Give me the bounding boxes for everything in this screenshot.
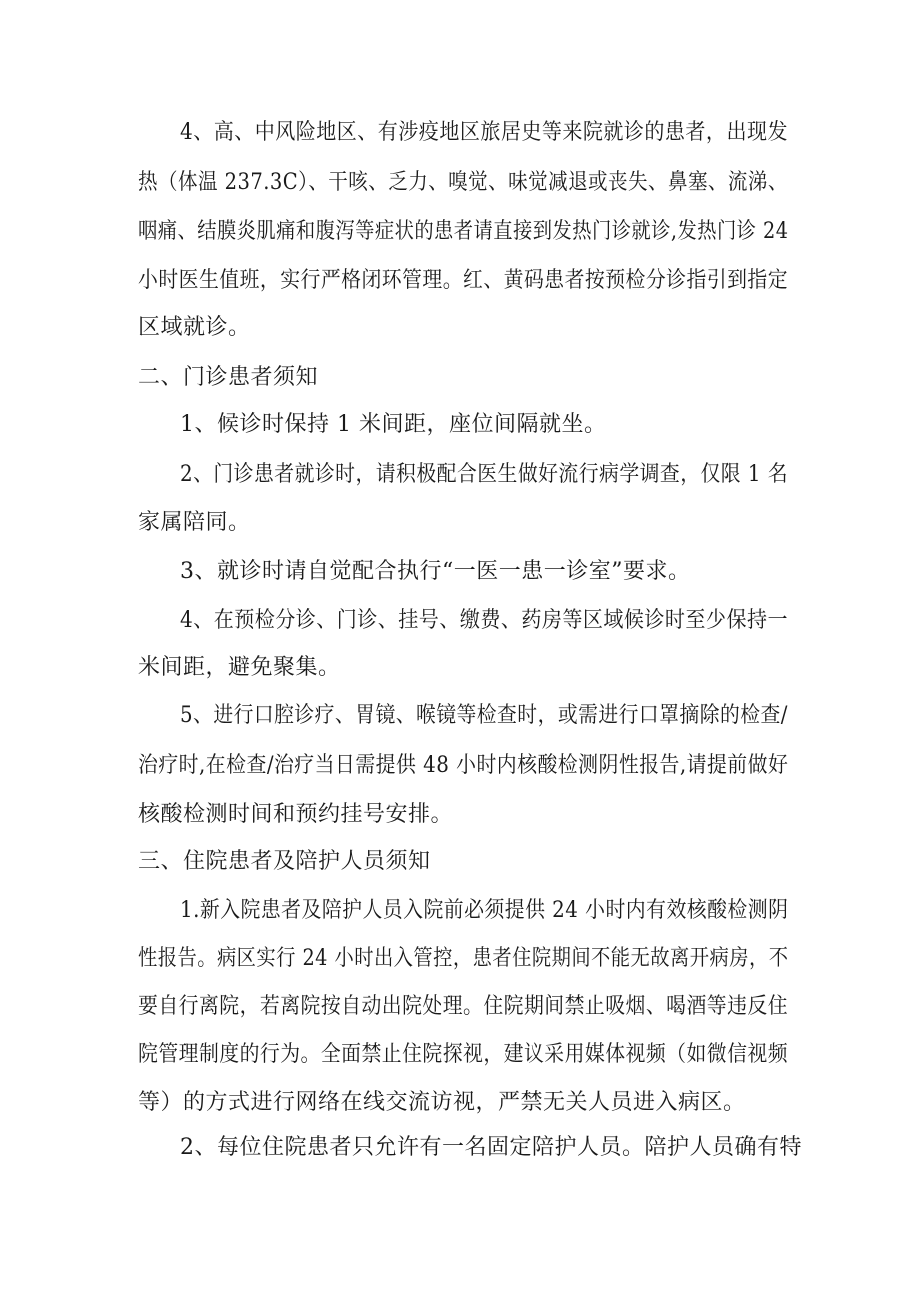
paragraph-line: 5、进行口腔诊疗、胃镜、喉镜等检查时，或需进行口罩摘除的检查/ [180,703,788,728]
paragraph-line: 2、门诊患者就诊时，请积极配合医生做好流行病学调查，仅限 1 名 [180,462,789,487]
paragraph-line: 家属陪同。 [138,510,251,535]
paragraph-line: 院管理制度的行为。全面禁止住院探视，建议采用媒体视频（如微信视频 [138,1042,789,1067]
paragraph-line: 治疗时,在检查/治疗当日需提供 48 小时内核酸检测阴性报告,请提前做好 [138,753,789,778]
paragraph-line: 4、在预检分诊、门诊、挂号、缴费、药房等区域候诊时至少保持一 [180,608,788,633]
paragraph-line: 小时医生值班，实行严格闭环管理。红、黄码患者按预检分诊指引到指定 [138,268,789,293]
paragraph-line: 核酸检测时间和预约挂号安排。 [138,802,454,827]
paragraph-line: 3、就诊时请自觉配合执行“一医一患一诊室”要求。 [180,559,691,584]
paragraph-line: 2、每位住院患者只允许有一名固定陪护人员。陪护人员确有特 [180,1135,802,1160]
paragraph-line: 咽痛、结膜炎肌痛和腹泻等症状的患者请直接到发热门诊就诊,发热门诊 24 [138,219,789,244]
section-heading: 二、门诊患者须知 [138,365,319,390]
paragraph-line: 米间距，避免聚集。 [138,655,341,680]
paragraph-line: 等）的方式进行网络在线交流访视，严禁无关人员进入病区。 [138,1090,746,1115]
paragraph-line: 4、高、中风险地区、有涉疫地区旅居史等来院就诊的患者，出现发 [180,120,788,145]
paragraph-line: 要自行离院，若离院按自动出院处理。住院期间禁止吸烟、喝酒等违反住 [138,994,789,1019]
paragraph-line: 1.新入院患者及陪护人员入院前必须提供 24 小时内有效核酸检测阴 [180,898,789,923]
paragraph-line: 性报告。病区实行 24 小时出入管控，患者住院期间不能无故离开病房，不 [138,946,789,971]
section-heading: 三、住院患者及陪护人员须知 [138,849,431,874]
paragraph-line: 热（体温 237.3C）、干咳、乏力、嗅觉、味觉减退或丧失、鼻塞、流涕、 [138,170,788,195]
paragraph-line: 1、候诊时保持 1 米间距，座位间隔就坐。 [180,412,607,437]
paragraph-line: 区域就诊。 [138,315,251,340]
